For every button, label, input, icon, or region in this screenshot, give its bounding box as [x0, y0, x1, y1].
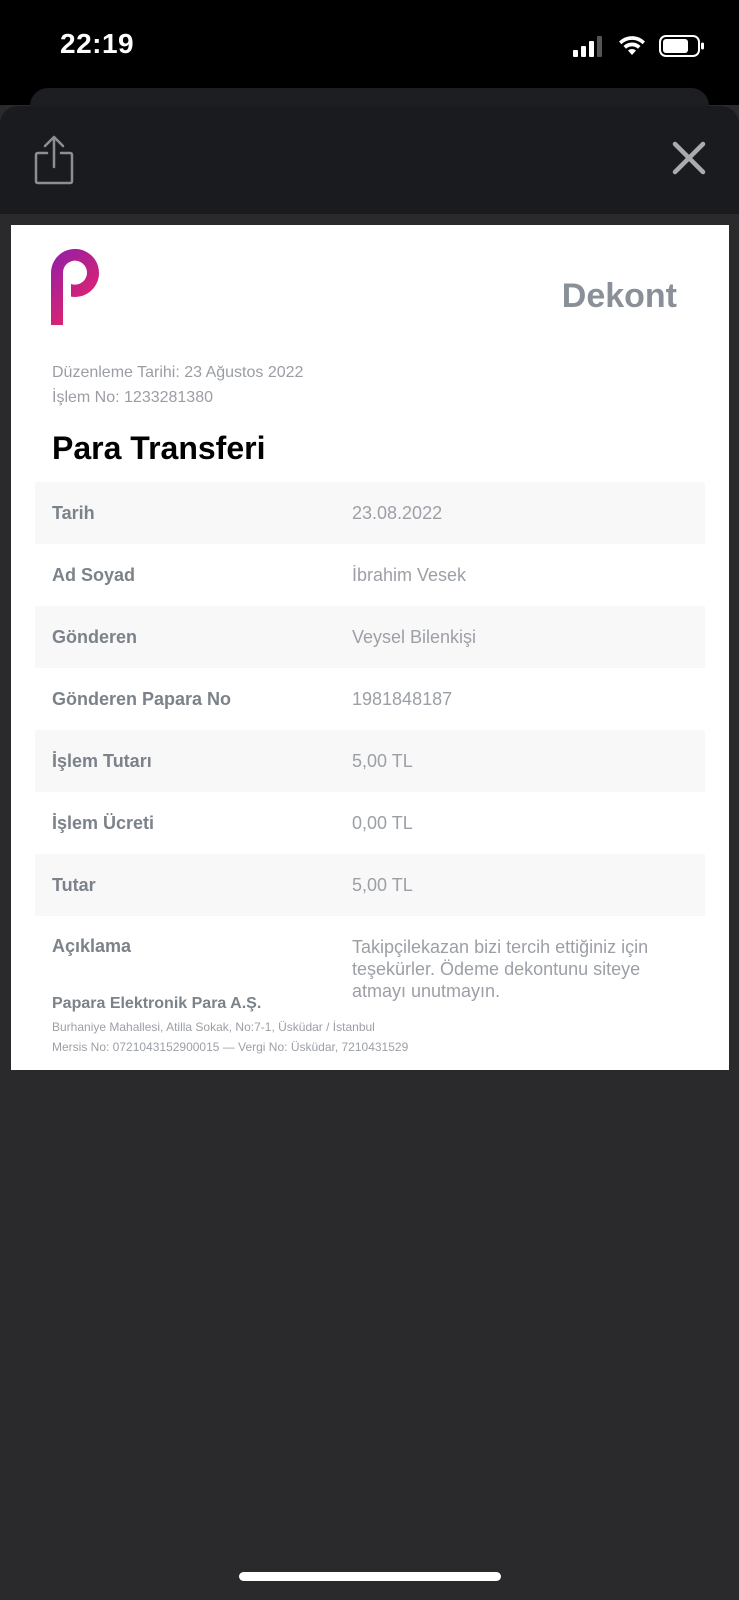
detail-label: Açıklama — [52, 936, 132, 956]
detail-row-recipient — [35, 544, 705, 606]
share-button[interactable] — [32, 134, 76, 186]
detail-value: 1981848187 — [352, 688, 453, 709]
detail-label: Ad Soyad — [52, 564, 136, 585]
close-button[interactable] — [669, 138, 709, 178]
receipt-document — [11, 225, 729, 1070]
company-registry: Mersis No: 0721043152900015 — Vergi No: Üsküdar, 7210431529 — [52, 1040, 409, 1054]
detail-label: Tarih — [52, 502, 95, 523]
detail-row-transaction-amount — [35, 730, 705, 792]
cellular-signal-icon — [573, 35, 605, 57]
detail-value: Veysel Bilenkişi — [352, 626, 477, 647]
detail-value: İbrahim Vesek — [352, 564, 467, 585]
detail-row-sender-papara-no — [35, 668, 705, 730]
detail-row-sender — [35, 606, 705, 668]
close-icon — [669, 138, 709, 178]
detail-row-total — [35, 854, 705, 916]
detail-value: 23.08.2022 — [352, 502, 443, 523]
status-icons — [573, 34, 705, 58]
detail-label: Gönderen — [52, 626, 138, 647]
share-icon — [32, 134, 76, 186]
battery-icon — [659, 34, 705, 58]
sheet-header — [0, 106, 739, 214]
wifi-icon — [617, 35, 647, 57]
company-name: Papara Elektronik Para A.Ş. — [52, 995, 262, 1012]
edit-date: Düzenleme Tarihi: 23 Ağustos 2022 — [52, 364, 304, 381]
detail-label: Tutar — [52, 874, 96, 895]
company-address: Burhaniye Mahallesi, Atilla Sokak, No:7-1, Üsküdar / İstanbul — [52, 1020, 375, 1034]
detail-label: Gönderen Papara No — [52, 688, 232, 709]
transaction-number: İşlem No: 1233281380 — [52, 389, 213, 406]
detail-value: 0,00 TL — [352, 812, 413, 833]
detail-row-transaction-fee — [35, 792, 705, 854]
detail-row-date — [35, 482, 705, 544]
receipt-meta — [52, 360, 303, 410]
home-indicator[interactable] — [239, 1572, 501, 1581]
detail-value: Takipçilekazan bizi tercih ettiğiniz için teşekürler. Ödeme dekontunu siteye atmayı unutmayın. — [352, 937, 649, 1001]
company-info — [52, 995, 408, 1057]
detail-label: İşlem Tutarı — [52, 750, 152, 771]
detail-row-description — [35, 916, 705, 1006]
receipt-details-table — [35, 482, 705, 1006]
papara-logo-icon — [51, 249, 101, 329]
status-time: 22:19 — [60, 28, 135, 59]
receipt-type-label: Dekont — [561, 277, 677, 315]
receipt-heading: Para Transferi — [52, 430, 266, 466]
detail-label: İşlem Ücreti — [52, 812, 155, 833]
detail-value: 5,00 TL — [352, 750, 413, 771]
detail-value: 5,00 TL — [352, 874, 413, 895]
